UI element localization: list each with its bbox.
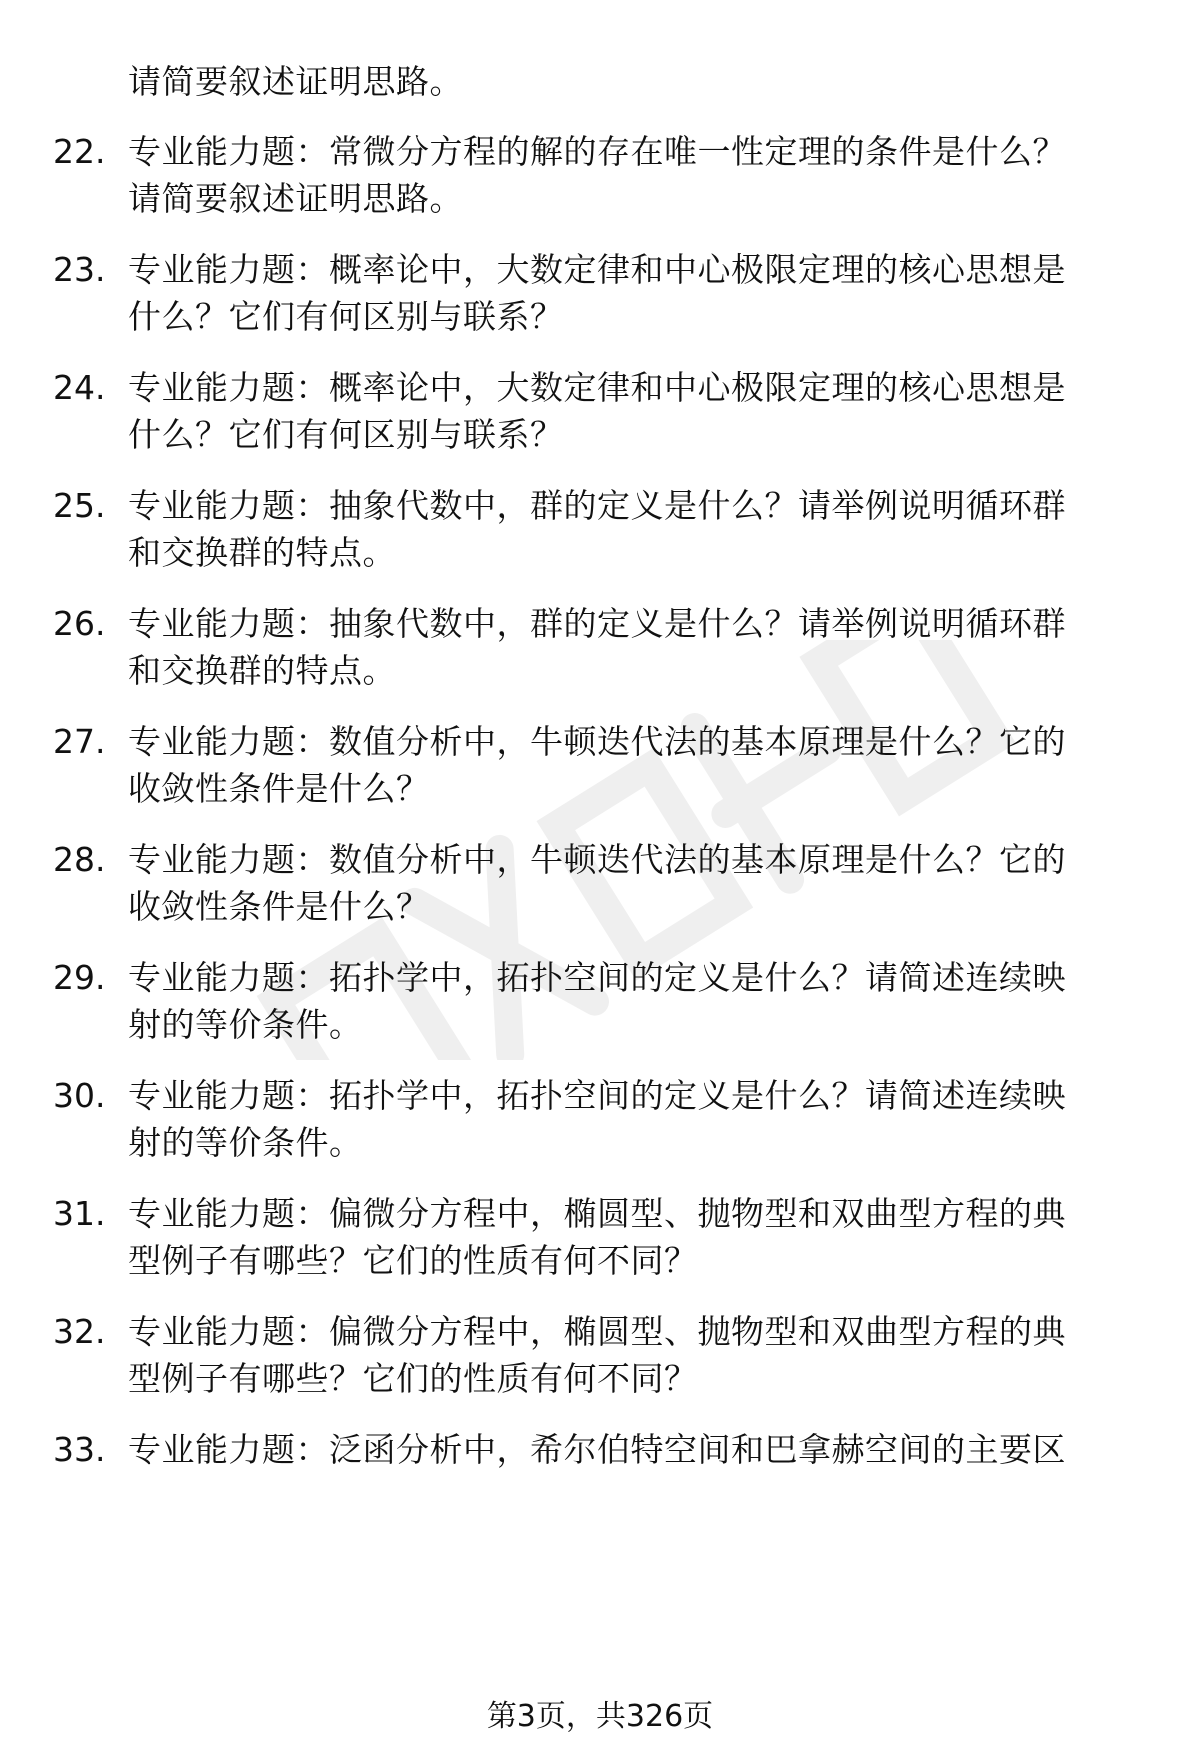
item-line-1: 专业能力题：泛函分析中，希尔伯特空间和巴拿赫空间的主要区	[128, 1430, 1066, 1469]
item-number: 22.	[53, 132, 106, 171]
item-line-1: 专业能力题：拓扑学中，拓扑空间的定义是什么？请简述连续映	[128, 1076, 1066, 1115]
item-number: 23.	[53, 250, 106, 289]
item-line-2: 请简要叙述证明思路。	[128, 179, 463, 218]
item-number: 29.	[53, 958, 106, 997]
item-number: 28.	[53, 840, 106, 879]
item-number: 26.	[53, 604, 106, 643]
item-number: 32.	[53, 1312, 106, 1351]
item-number: 30.	[53, 1076, 106, 1115]
item-number: 25.	[53, 486, 106, 525]
item-line-2: 和交换群的特点。	[128, 651, 396, 690]
item-line-1: 专业能力题：偏微分方程中，椭圆型、抛物型和双曲型方程的典	[128, 1194, 1066, 1233]
item-line-2: 射的等价条件。	[128, 1005, 363, 1044]
item-line-1: 专业能力题：拓扑学中，拓扑空间的定义是什么？请简述连续映	[128, 958, 1066, 997]
item-line-1: 专业能力题：常微分方程的解的存在唯一性定理的条件是什么？	[128, 132, 1066, 171]
item-line-2: 型例子有哪些？它们的性质有何不同？	[128, 1359, 698, 1398]
continuation-text: 请简要叙述证明思路。	[128, 62, 463, 101]
item-number: 31.	[53, 1194, 106, 1233]
item-line-2: 什么？它们有何区别与联系？	[128, 415, 564, 454]
item-number: 24.	[53, 368, 106, 407]
item-number: 27.	[53, 722, 106, 761]
item-line-2: 和交换群的特点。	[128, 533, 396, 572]
item-line-2: 什么？它们有何区别与联系？	[128, 297, 564, 336]
item-line-1: 专业能力题：抽象代数中，群的定义是什么？请举例说明循环群	[128, 604, 1066, 643]
item-line-2: 射的等价条件。	[128, 1123, 363, 1162]
item-line-2: 型例子有哪些？它们的性质有何不同？	[128, 1241, 698, 1280]
item-line-1: 专业能力题：概率论中，大数定律和中心极限定理的核心思想是	[128, 368, 1066, 407]
item-line-1: 专业能力题：偏微分方程中，椭圆型、抛物型和双曲型方程的典	[128, 1312, 1066, 1351]
item-line-2: 收敛性条件是什么？	[128, 769, 430, 808]
page-footer: 第3页，共326页	[486, 1699, 714, 1734]
item-line-1: 专业能力题：数值分析中，牛顿迭代法的基本原理是什么？它的	[128, 840, 1066, 879]
item-number: 33.	[53, 1430, 106, 1469]
item-line-1: 专业能力题：数值分析中，牛顿迭代法的基本原理是什么？它的	[128, 722, 1066, 761]
item-line-1: 专业能力题：抽象代数中，群的定义是什么？请举例说明循环群	[128, 486, 1066, 525]
item-line-2: 收敛性条件是什么？	[128, 887, 430, 926]
item-line-1: 专业能力题：概率论中，大数定律和中心极限定理的核心思想是	[128, 250, 1066, 289]
